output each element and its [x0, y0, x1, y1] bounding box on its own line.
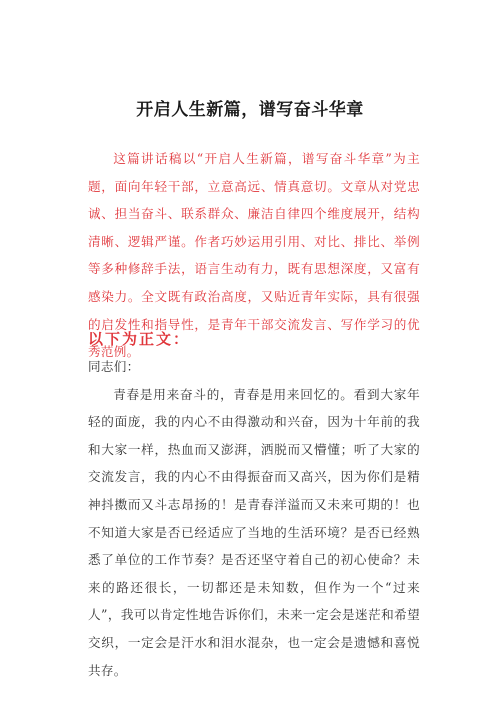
summary-paragraph: 这篇讲话稿以“开启人生新篇，谱写奋斗华章”为主题，面向年轻干部，立意高远、情真意切。文章从对党忠诚、担当奋斗、联系群众、廉洁自律四个维度展开，结构清晰、逻辑严谨。作者巧妙运用引用、对比、排比、举例等多种修辞手法，语言生动有力，既有思想深度，又富有感染力。全文既有政治高度，又贴近青年实际，具有很强的启发性和指导性，是青年干部交流发言、写作学习的优秀范例。 — [88, 151, 420, 360]
page-title: 开启人生新篇，谱写奋斗华章 — [136, 100, 364, 120]
body-paragraph: 青春是用来奋斗的，青春是用来回忆的。看到大家年轻的面庞，我的内心不由得激动和兴奋，因为十年前的我和大家一样，热血而又澎湃，洒脱而又懵懂；听了大家的交流发言，我的内心不由得振奋而又高兴，因为你们是精神抖擞而又斗志昂扬的！是青春洋溢而又未来可期的！也不知道大家是否已经适应了当地的生活环境？是否已经熟悉了单位的工作节奏？是否还坚守着自己的初心使命？未来的路还很长，一切都还是未知数，但作为一个“过来人”，我可以肯定性地告诉你们，未来一定会是迷茫和希望交织，一定会是汗水和泪水混杂，也一定会是遗憾和喜悦共存。 — [88, 386, 420, 678]
body-text — [88, 353, 420, 684]
greeting-line: 同志们： — [88, 359, 140, 374]
section-heading: 以下为正文： — [88, 330, 191, 348]
